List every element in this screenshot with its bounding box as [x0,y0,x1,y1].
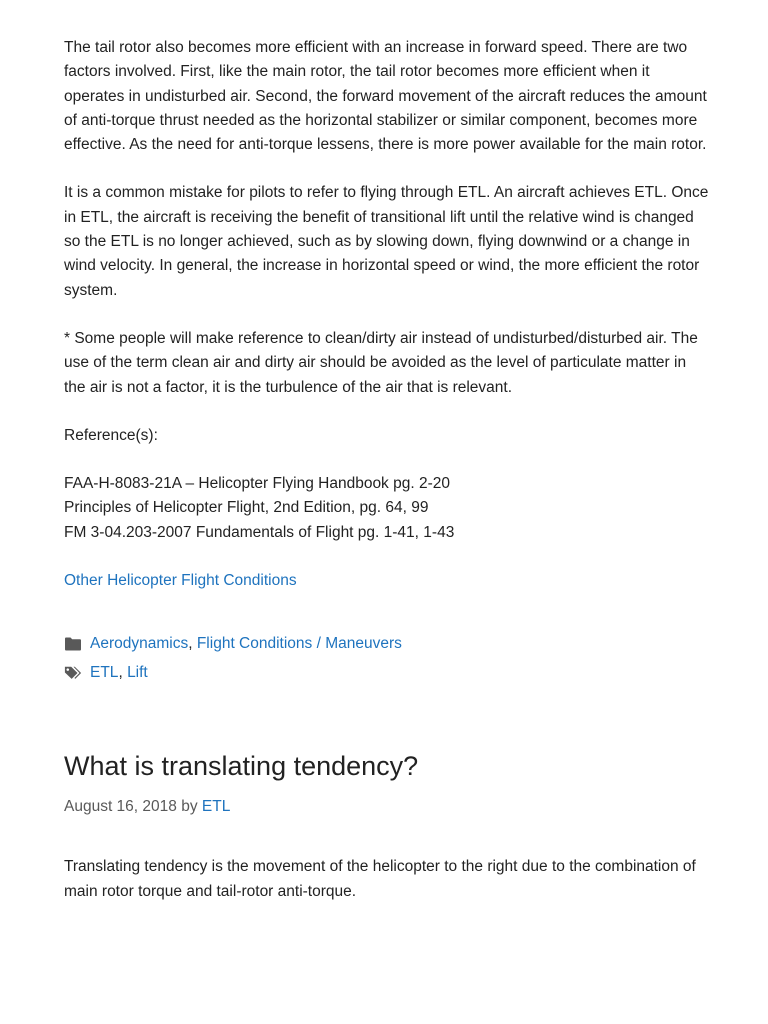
post-meta [64,795,710,819]
post-excerpt: Translating tendency is the movement of the helicopter to the right due to the combination of main rotor torque and tail-rotor anti-torque. [64,858,696,900]
tag-link-lift[interactable]: Lift [127,663,148,681]
reference-item: Principles of Helicopter Flight, 2nd Edition, pg. 64, 99 [64,499,429,517]
paragraph-tail-rotor: The tail rotor also becomes more efficient with an increase in forward speed. There are two factors involved. First, like the main rotor, the tail rotor becomes more efficient when it operates in undisturbed air. Second, the forward movement of the aircraft reduces the amount of anti-torque thrust needed as the horizontal stabilizer or similar component, becomes more effective. As the need for anti-torque lessens, there is more power available for the main rotor. [64,39,707,154]
tags-row [64,658,710,687]
tag-icon [64,665,82,681]
references-label: Reference(s): [64,426,158,444]
post-date: August 16, 2018 [64,798,177,816]
reference-item: FAA-H-8083-21A – Helicopter Flying Handbook pg. 2-20 [64,475,450,493]
category-link-flight-conditions[interactable]: Flight Conditions / Maneuvers [196,634,402,652]
related-conditions-link[interactable]: Other Helicopter Flight Conditions [64,572,297,590]
category-separator: , [188,634,197,652]
folder-icon [64,636,82,652]
category-link-aerodynamics[interactable]: Aerodynamics [90,634,189,652]
paragraph-etl-mistake: It is a common mistake for pilots to refer to flying through ETL. An aircraft achieves ETL. Once in ETL, the aircraft is receiving the benefit of transitional lift until the relative wind is changed so the ETL is no longer achieved, such as by slowing down, flying downwind or a change in wind velocity. In general, the increase in horizontal speed or wind, the more efficient the rotor system. [64,184,709,299]
categories-row [64,629,710,658]
post-title[interactable]: What is translating tendency? [64,751,419,782]
paragraph-clean-air-note: * Some people will make reference to clean/dirty air instead of undisturbed/disturbed air. The use of the term clean air and dirty air should be avoided as the level of particulate matter in the air is not a factor, it is the turbulence of the air that is relevant. [64,329,698,396]
post-by: by [181,798,198,816]
tag-link-etl[interactable]: ETL [90,663,119,681]
reference-item: FM 3-04.203-2007 Fundamentals of Flight pg. 1-41, 1-43 [64,523,455,541]
post-author-link[interactable]: ETL [201,798,231,816]
tag-separator: , [118,663,128,681]
